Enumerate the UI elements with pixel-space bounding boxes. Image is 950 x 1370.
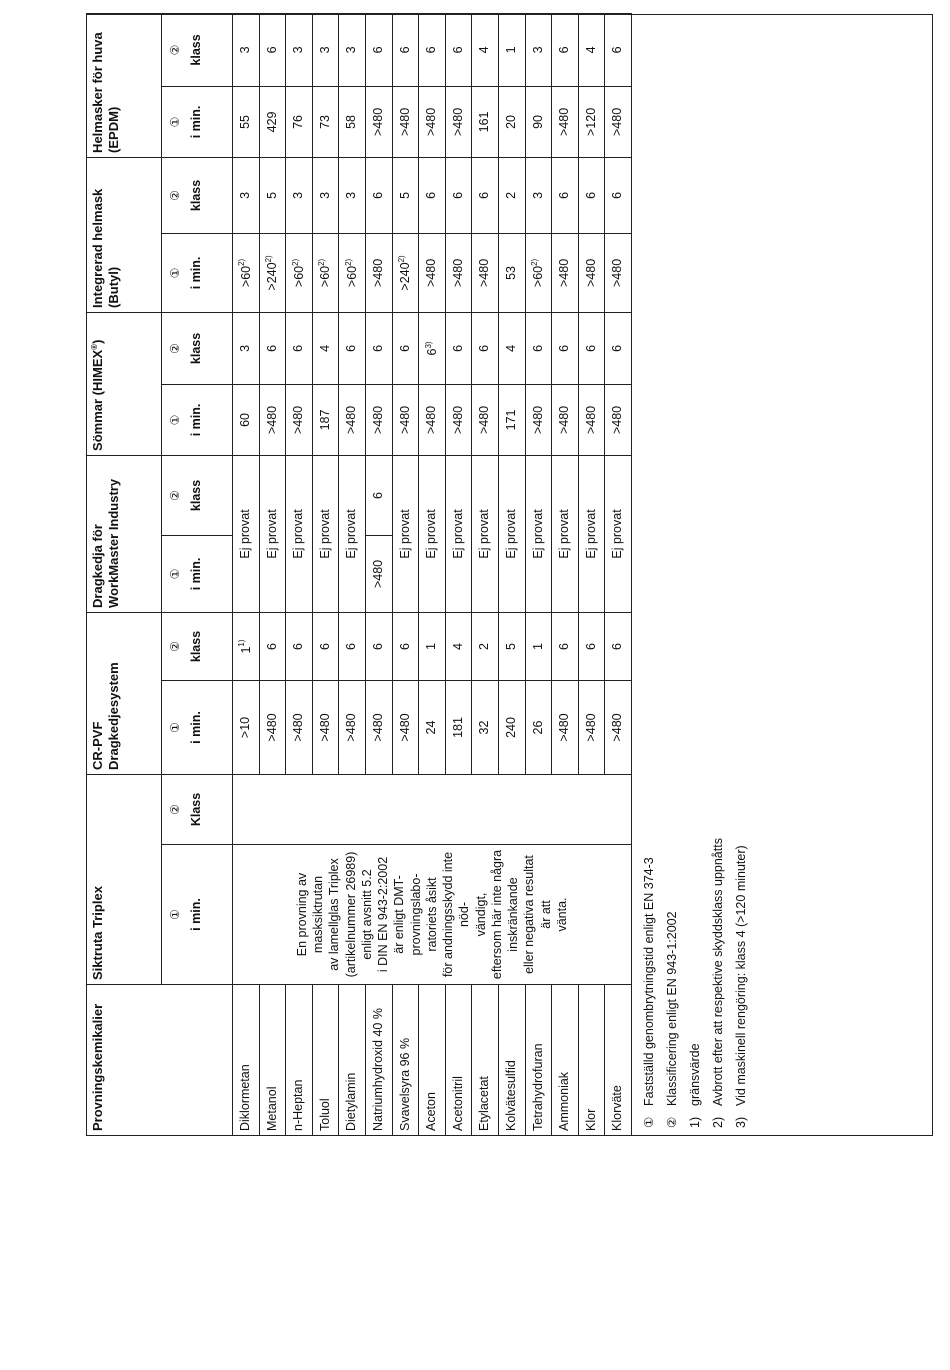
crpvf-klass-cell: 6 xyxy=(605,612,632,680)
triplex-note-line: inskränkande xyxy=(506,877,521,952)
chemical-name: Dietylamin xyxy=(339,985,366,1136)
footnote-line xyxy=(684,624,707,1128)
som-min-cell: >480 xyxy=(472,384,499,455)
drag-klass-cell: 6 xyxy=(365,455,392,535)
cell-value: >60 xyxy=(238,265,253,288)
crpvf-min-cell: >480 xyxy=(259,680,286,774)
hel-klass-cell: 4 xyxy=(578,13,605,86)
footnote-ref: 2) xyxy=(290,258,300,266)
int-klass-cell: 2 xyxy=(498,157,525,233)
triplex-note-line: ratoriets åsikt xyxy=(424,877,439,952)
footnotes xyxy=(632,616,762,1136)
sommar-klass-sub xyxy=(162,312,233,384)
drag-not-tested: Ej provat xyxy=(472,455,499,612)
chemical-name: Klorväte xyxy=(605,985,632,1136)
crpvf-min-cell: >480 xyxy=(552,680,579,774)
crpvf-klass-cell: 6 xyxy=(339,612,366,680)
triplex-note-line: vänta. xyxy=(554,897,569,932)
subheader-label: i min. xyxy=(189,898,203,931)
circled-number: ② xyxy=(168,804,182,815)
integrerad-klass-sub xyxy=(162,157,233,233)
drag-min-cell: >480 xyxy=(365,535,392,612)
int-min-cell: >480 xyxy=(552,233,579,312)
som-klass-cell: 6 xyxy=(259,312,286,384)
subheader-label: klass xyxy=(189,179,203,212)
som-min-cell: 187 xyxy=(312,384,339,455)
int-min-cell xyxy=(312,233,339,312)
hel-klass-cell: 6 xyxy=(259,13,286,86)
triplex-note-line: En provning av masksiktrutan xyxy=(294,872,326,957)
crpvf-min-cell: >480 xyxy=(312,680,339,774)
footnote-ref: 2) xyxy=(343,258,353,266)
hel-min-cell: >120 xyxy=(578,86,605,157)
som-min-cell: >480 xyxy=(419,384,446,455)
som-klass-cell: 6 xyxy=(339,312,366,384)
footnote-key: 3) xyxy=(734,1116,748,1128)
hel-min-cell: >480 xyxy=(605,86,632,157)
header-crpvf: CR-PVF Dragkedjesystem xyxy=(87,612,162,774)
som-klass-cell: 6 xyxy=(605,312,632,384)
hel-klass-cell: 6 xyxy=(445,13,472,86)
hel-klass-cell: 6 xyxy=(419,13,446,86)
registered-mark: ® xyxy=(90,343,99,350)
cell-value: >60 xyxy=(344,265,359,288)
hel-klass-cell: 3 xyxy=(233,13,260,86)
hel-klass-cell: 6 xyxy=(365,13,392,86)
hel-klass-cell: 6 xyxy=(552,13,579,86)
cell-value: >60 xyxy=(291,265,306,288)
som-min-cell: >480 xyxy=(365,384,392,455)
triplex-note-line: (artikelnummer 26989) xyxy=(343,851,358,978)
crpvf-min-cell: >480 xyxy=(605,680,632,774)
crpvf-imin-sub xyxy=(162,680,233,774)
circled-number: ① xyxy=(168,267,182,279)
int-min-cell: >480 xyxy=(365,233,392,312)
crpvf-klass-cell: 6 xyxy=(286,612,313,680)
int-min-cell xyxy=(339,233,366,312)
helmasker-imin-sub xyxy=(162,86,233,157)
hel-min-cell: 429 xyxy=(259,86,286,157)
circled-number: ② xyxy=(168,190,182,201)
int-klass-cell: 6 xyxy=(445,157,472,233)
chemical-name: Diklormetan xyxy=(233,985,260,1136)
circled-number: ① xyxy=(168,116,182,128)
crpvf-min-cell: 26 xyxy=(525,680,552,774)
hel-klass-cell: 3 xyxy=(339,13,366,86)
cell-value: >60 xyxy=(531,265,546,288)
int-min-cell: 53 xyxy=(498,233,525,312)
som-klass-cell: 4 xyxy=(498,312,525,384)
footnote-key: 1) xyxy=(688,1116,702,1128)
hel-min-cell: 55 xyxy=(233,86,260,157)
hel-klass-cell: 3 xyxy=(286,13,313,86)
som-min-cell: >480 xyxy=(286,384,313,455)
cell-value: >240 xyxy=(398,262,413,291)
crpvf-min-cell: >480 xyxy=(578,680,605,774)
footnote-ref: 2) xyxy=(237,258,247,266)
footnote-text: Avbrott efter att respektive skyddsklass uppnåtts xyxy=(711,838,725,1106)
int-klass-cell: 5 xyxy=(259,157,286,233)
cell-value: >60 xyxy=(318,265,333,288)
hel-min-cell: >480 xyxy=(392,86,419,157)
drag-not-tested: Ej provat xyxy=(233,455,260,612)
integrerad-imin-sub xyxy=(162,233,233,312)
subheader-label: klass xyxy=(189,34,203,66)
chemical-name: Tetrahydrofuran xyxy=(525,985,552,1136)
int-min-cell xyxy=(259,233,286,312)
crpvf-klass-cell xyxy=(233,612,260,680)
int-klass-cell: 3 xyxy=(525,157,552,233)
circled-number: ① xyxy=(168,722,182,733)
hel-min-cell: 73 xyxy=(312,86,339,157)
som-min-cell: >480 xyxy=(525,384,552,455)
cell-value: >240 xyxy=(265,262,280,291)
triplex-note-line: eller negativa resultat är att xyxy=(522,855,553,974)
triplex-klass-empty xyxy=(233,774,632,844)
int-min-cell xyxy=(286,233,313,312)
footnote-ref: 2) xyxy=(529,258,539,266)
som-klass-cell: 6 xyxy=(578,312,605,384)
hel-min-cell: >480 xyxy=(419,86,446,157)
circled-number: ② xyxy=(168,641,182,652)
subheader-label: Klass xyxy=(189,792,203,827)
header-sommar xyxy=(87,312,162,455)
int-klass-cell: 5 xyxy=(392,157,419,233)
footnote-key: 2) xyxy=(711,1116,725,1128)
crpvf-klass-cell: 1 xyxy=(525,612,552,680)
subheader-label: i min. xyxy=(189,711,203,744)
circled-number: ② xyxy=(168,44,182,56)
hel-min-cell: 20 xyxy=(498,86,525,157)
circled-number: ① xyxy=(168,568,182,580)
som-klass-cell: 6 xyxy=(286,312,313,384)
triplex-note-line: eftersom här inte några xyxy=(489,849,504,980)
int-klass-cell: 6 xyxy=(365,157,392,233)
hel-klass-cell: 6 xyxy=(392,13,419,86)
int-klass-cell: 6 xyxy=(605,157,632,233)
drag-not-tested: Ej provat xyxy=(259,455,286,612)
header-helmasker: Helmasker för huva (EPDM) xyxy=(87,13,162,157)
crpvf-min-cell: >480 xyxy=(392,680,419,774)
drag-not-tested: Ej provat xyxy=(339,455,366,612)
som-min-cell: >480 xyxy=(392,384,419,455)
int-min-cell xyxy=(392,233,419,312)
cell-value: 1 xyxy=(238,646,253,654)
triplex-note-line: i DIN EN 943-2:2002 xyxy=(376,856,391,973)
crpvf-klass-cell: 6 xyxy=(578,612,605,680)
int-klass-cell: 3 xyxy=(339,157,366,233)
subheader-label: i min. xyxy=(189,557,203,591)
header-siktruta: Siktruta Triplex xyxy=(87,774,162,984)
som-min-cell: >480 xyxy=(259,384,286,455)
drag-not-tested: Ej provat xyxy=(312,455,339,612)
crpvf-min-cell: 24 xyxy=(419,680,446,774)
som-min-cell: >480 xyxy=(552,384,579,455)
som-klass-cell xyxy=(419,312,446,384)
som-min-cell: >480 xyxy=(578,384,605,455)
circled-number: ① xyxy=(168,414,182,426)
crpvf-min-cell: >480 xyxy=(286,680,313,774)
crpvf-min-cell: >480 xyxy=(365,680,392,774)
triplex-note-line: för andningsskydd inte nöd- xyxy=(441,851,472,978)
crpvf-klass-cell: 6 xyxy=(552,612,579,680)
chemical-name: Aceton xyxy=(419,985,446,1136)
dragkedja-klass-sub xyxy=(162,455,233,535)
subheader-label: i min. xyxy=(189,256,203,290)
int-klass-cell: 3 xyxy=(233,157,260,233)
int-min-cell: >480 xyxy=(419,233,446,312)
int-min-cell: >480 xyxy=(472,233,499,312)
hel-min-cell: 161 xyxy=(472,86,499,157)
circled-number: ② xyxy=(168,343,182,354)
som-klass-cell: 6 xyxy=(392,312,419,384)
hel-min-cell: 76 xyxy=(286,86,313,157)
chemical-name: Acetonitril xyxy=(445,985,472,1136)
drag-not-tested: Ej provat xyxy=(498,455,525,612)
circled-number: ① xyxy=(168,909,182,920)
footnote-text: gränsvärde xyxy=(688,1043,702,1106)
drag-not-tested: Ej provat xyxy=(525,455,552,612)
int-min-cell: >480 xyxy=(605,233,632,312)
int-klass-cell: 6 xyxy=(552,157,579,233)
helmasker-klass-sub xyxy=(162,13,233,86)
hel-min-cell: 58 xyxy=(339,86,366,157)
chemical-name: Klor xyxy=(578,985,605,1136)
crpvf-klass-cell: 4 xyxy=(445,612,472,680)
drag-not-tested: Ej provat xyxy=(578,455,605,612)
chemical-name: Svavelsyra 96 % xyxy=(392,985,419,1136)
chemical-name: Natriumhydroxid 40 % xyxy=(365,985,392,1136)
footnote-ref: 2) xyxy=(396,255,406,263)
drag-not-tested: Ej provat xyxy=(419,455,446,612)
som-min-cell: >480 xyxy=(605,384,632,455)
header-sommar-text: Sömmar (HIMEX xyxy=(90,349,106,451)
chemical-name: Ammoniak xyxy=(552,985,579,1136)
rotated-table-container xyxy=(86,14,632,1136)
subheader-label: i min. xyxy=(189,105,203,139)
int-klass-cell: 3 xyxy=(286,157,313,233)
footnote-text: Klassificering enligt EN 943-1:2002 xyxy=(665,911,679,1106)
table-row xyxy=(233,13,260,1135)
crpvf-min-cell: >480 xyxy=(339,680,366,774)
header-chem: Provningskemikalier xyxy=(87,985,233,1136)
drag-not-tested: Ej provat xyxy=(605,455,632,612)
hel-min-cell: >480 xyxy=(445,86,472,157)
int-min-cell xyxy=(525,233,552,312)
triplex-merged-note xyxy=(233,845,632,985)
subheader-label: i min. xyxy=(189,403,203,437)
chemical-resistance-table xyxy=(86,13,632,1136)
footnote-ref: 2) xyxy=(317,258,327,266)
crpvf-min-cell: 240 xyxy=(498,680,525,774)
footnote-key: ① xyxy=(642,1116,656,1128)
chemical-name: Metanol xyxy=(259,985,286,1136)
int-klass-cell: 6 xyxy=(419,157,446,233)
som-klass-cell: 3 xyxy=(233,312,260,384)
chemical-name: Etylacetat xyxy=(472,985,499,1136)
sommar-imin-sub xyxy=(162,384,233,455)
triplex-note-line: vändigt, xyxy=(473,892,488,937)
circled-number: ② xyxy=(168,490,182,501)
crpvf-klass-cell: 5 xyxy=(498,612,525,680)
hel-klass-cell: 3 xyxy=(312,13,339,86)
subheader-row xyxy=(162,13,233,1135)
som-min-cell: 60 xyxy=(233,384,260,455)
subheader-label: klass xyxy=(189,479,203,512)
hel-klass-cell: 4 xyxy=(472,13,499,86)
footnote-line xyxy=(661,624,684,1128)
drag-not-tested: Ej provat xyxy=(445,455,472,612)
header-integrerad: Integrerad helmask (Butyl) xyxy=(87,157,162,312)
som-klass-cell: 4 xyxy=(312,312,339,384)
int-klass-cell: 6 xyxy=(472,157,499,233)
som-klass-cell: 6 xyxy=(445,312,472,384)
som-klass-cell: 6 xyxy=(365,312,392,384)
footnote-ref: 2) xyxy=(264,255,273,263)
drag-not-tested: Ej provat xyxy=(392,455,419,612)
int-min-cell: >480 xyxy=(578,233,605,312)
footnote-ref: 3) xyxy=(423,341,433,349)
hel-klass-cell: 6 xyxy=(605,13,632,86)
drag-not-tested: Ej provat xyxy=(552,455,579,612)
crpvf-klass-cell: 2 xyxy=(472,612,499,680)
som-klass-cell: 6 xyxy=(472,312,499,384)
crpvf-klass-cell: 6 xyxy=(365,612,392,680)
som-klass-cell: 6 xyxy=(552,312,579,384)
siktruta-imin-sub xyxy=(162,845,233,985)
crpvf-klass-cell: 6 xyxy=(259,612,286,680)
chemical-name: Kolvätesulfid xyxy=(498,985,525,1136)
footnote-line xyxy=(638,624,661,1128)
drag-not-tested: Ej provat xyxy=(286,455,313,612)
cell-value: 6 xyxy=(424,348,439,356)
som-klass-cell: 6 xyxy=(525,312,552,384)
chemical-name: Toluol xyxy=(312,985,339,1136)
int-klass-cell: 3 xyxy=(312,157,339,233)
int-min-cell xyxy=(233,233,260,312)
crpvf-min-cell: 32 xyxy=(472,680,499,774)
som-min-cell: 171 xyxy=(498,384,525,455)
crpvf-min-cell: 181 xyxy=(445,680,472,774)
hel-min-cell: >480 xyxy=(552,86,579,157)
triplex-note-line: är enligt DMT-provningslabo- xyxy=(392,873,423,956)
siktruta-klass_cap-sub xyxy=(162,774,233,844)
subheader-label: klass xyxy=(189,630,203,663)
hel-min-cell: 90 xyxy=(525,86,552,157)
footnote-line xyxy=(730,624,753,1128)
triplex-note-line: av lamellglas Triplex xyxy=(327,858,342,971)
chemical-name: n-Heptan xyxy=(286,985,313,1136)
footnote-text: Fastställd genombrytningstid enligt EN 374-3 xyxy=(642,857,656,1106)
dragkedja-imin-sub xyxy=(162,535,233,612)
hel-klass-cell: 3 xyxy=(525,13,552,86)
footnote-key: ② xyxy=(665,1116,679,1128)
crpvf-min-cell: >10 xyxy=(233,680,260,774)
int-min-cell: >480 xyxy=(445,233,472,312)
crpvf-klass-sub xyxy=(162,612,233,680)
footnote-text: Vid maskinell rengöring: klass 4 (>120 minuter) xyxy=(734,845,748,1106)
crpvf-klass-cell: 6 xyxy=(312,612,339,680)
hel-min-cell: >480 xyxy=(365,86,392,157)
header-row xyxy=(87,13,162,1135)
header-sommar-close: ) xyxy=(90,339,106,344)
som-min-cell: >480 xyxy=(339,384,366,455)
footnote-line xyxy=(707,624,730,1128)
triplex-note-line: enligt avsnitt 5.2 xyxy=(359,869,374,960)
crpvf-klass-cell: 1 xyxy=(419,612,446,680)
som-min-cell: >480 xyxy=(445,384,472,455)
header-dragkedja: Dragkedja för WorkMaster Industry xyxy=(87,455,162,612)
subheader-label: klass xyxy=(189,332,203,365)
footnote-ref: 1) xyxy=(237,639,247,647)
crpvf-klass-cell: 6 xyxy=(392,612,419,680)
int-klass-cell: 6 xyxy=(578,157,605,233)
hel-klass-cell: 1 xyxy=(498,13,525,86)
